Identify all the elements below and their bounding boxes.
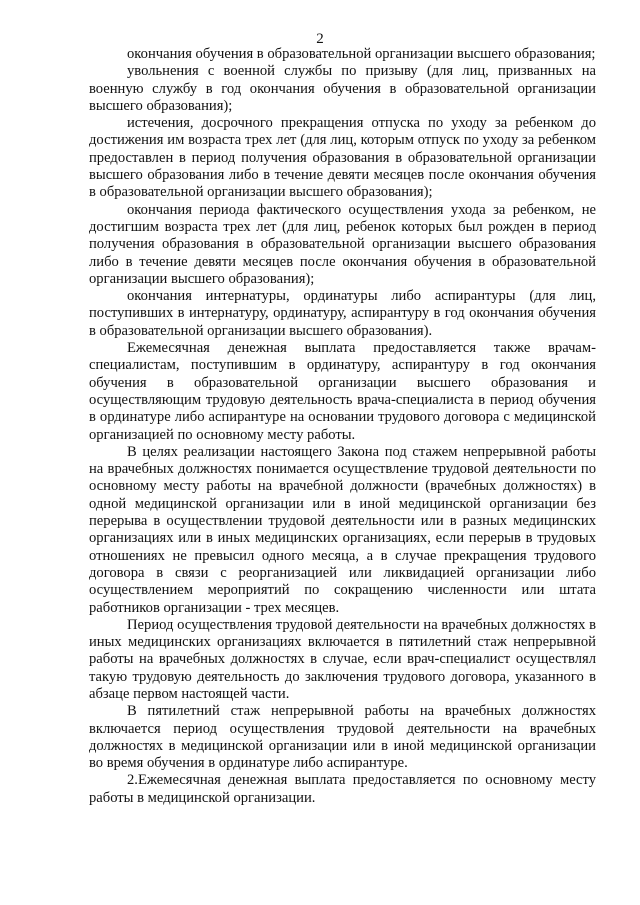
paragraph-monthly-payment-residents: Ежемесячная денежная выплата предоставляется также врачам-специалистам, поступившим в ординатуру, аспирантуру в год окончания обучения в образовательной организации высшего образования и осуществляющим трудовую деятельность врача-специалиста в период обучения в ординатуре либо аспирантуре на основании трудового договора с медицинской организацией по основному месту работы. <box>89 340 596 443</box>
paragraph-section-2: 2.Ежемесячная денежная выплата предоставляется по основному месту работы в медицинской организации. <box>89 772 596 806</box>
paragraph-military-discharge: увольнения с военной службы по призыву (для лиц, призванных на военную службу в год окончания обучения в образовательной организации высшего образования); <box>89 63 596 114</box>
paragraph-five-year-service: В пятилетний стаж непрерывной работы на врачебных должностях включается период осуществления трудовой деятельности на врачебных должностях в медицинской организации или в иной медицинской организации во время обучения в ординатуре либо аспирантуре. <box>89 703 596 772</box>
paragraph-child-care: окончания периода фактического осуществления ухода за ребенком, не достигшим возраста трех лет (для лиц, ребенок которых был рожден в период получения образования в образовательной организации высшего образования либо в течение девяти месяцев после окончания обучения в образовательной организации высшего образования); <box>89 201 596 287</box>
document-body <box>89 46 596 807</box>
paragraph-parental-leave: истечения, досрочного прекращения отпуска по уходу за ребенком до достижения им возраста трех лет (для лиц, которым отпуск по уходу за ребенком предоставлен в период получения образования в образовательной организации высшего образования либо в течение девяти месяцев после окончания обучения в образовательной организации высшего образования); <box>89 115 596 201</box>
paragraph-continuous-service-definition: В целях реализации настоящего Закона под стажем непрерывной работы на врачебных должностях понимается осуществление трудовой деятельности по основному месту работы на врачебной должности (врачебных должностях) в одной медицинской организации или в иной медицинской организации без перерыва в осуществлении трудовой деятельности или в разных медицинских организациях или в иных медицинских организациях, если перерыв в трудовых отношениях не превысил одного месяца, а в случае прекращения трудового договора в связи с реорганизацией или ликвидацией организации либо осуществлением мероприятий по сокращению численности или штата работников организации - трех месяцев. <box>89 443 596 616</box>
paragraph-other-organizations-period: Период осуществления трудовой деятельности на врачебных должностях в иных медицинских организациях включается в пятилетний стаж непрерывной работы на врачебных должностях в случае, если врач-специалист осуществлял такую трудовую деятельность до заключения трудового договора, указанного в абзаце первом настоящей части. <box>89 616 596 702</box>
page-number: 2 <box>316 31 324 47</box>
paragraph-continuation-graduation: окончания обучения в образовательной организации высшего образования; <box>127 46 596 62</box>
paragraph-internship-residency: окончания интернатуры, ординатуры либо аспирантуры (для лиц, поступивших в интернатуру, ординатуру, аспирантуру в год окончания обучения в образовательной организации высшего образования). <box>89 288 596 339</box>
